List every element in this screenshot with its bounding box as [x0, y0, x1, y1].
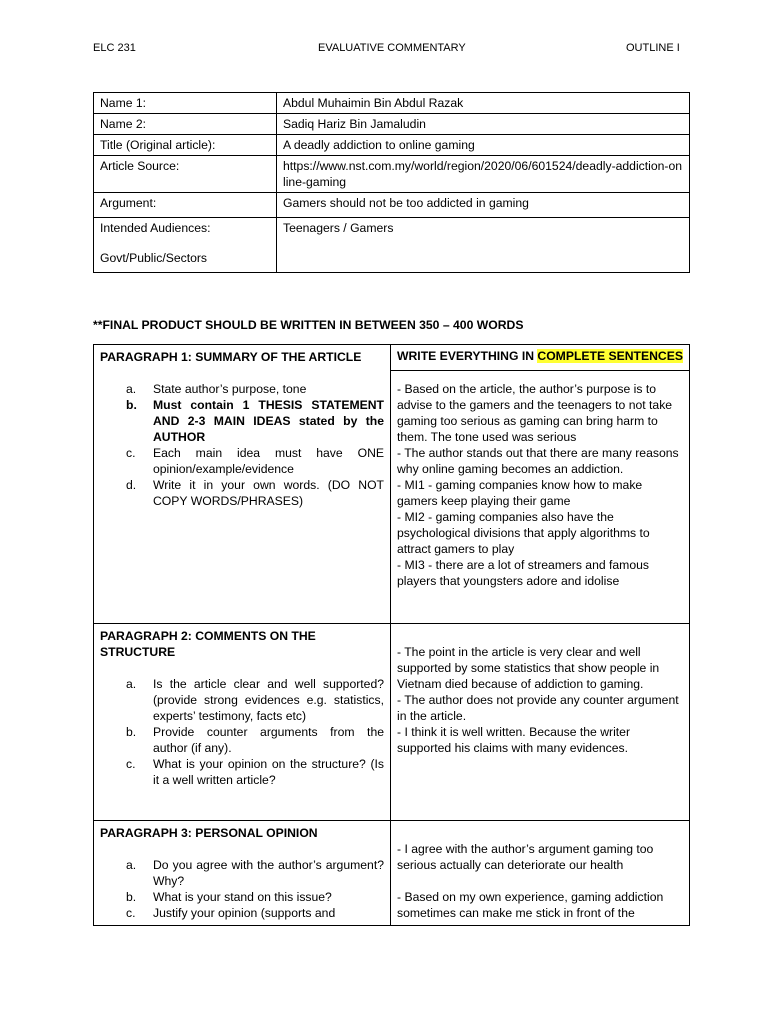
item-marker: b. [126, 890, 137, 904]
item-marker: a. [126, 382, 137, 396]
answer-line: - MI1 - gaming companies know how to make gamers keep playing their game [397, 478, 643, 509]
instruction-cell [94, 624, 391, 821]
list-item [100, 756, 384, 788]
item-text: Write it in your own words. (DO NOT COPY WORDS/PHRASES) [153, 478, 384, 508]
item-marker: b. [126, 725, 137, 739]
paragraph-title: PARAGRAPH 3: PERSONAL OPINION [100, 826, 318, 840]
info-label: Argument: [94, 193, 277, 218]
paragraph-row [94, 624, 690, 821]
outline-table [93, 344, 690, 926]
instruction-cell [94, 821, 391, 926]
answer-line: - Based on the article, the author’s purpose is to advise to the gamers and the teenagers to not take gaming too serious as gaming can bring harm to them. The tone used was serious [397, 382, 673, 445]
answer-cell [391, 371, 690, 624]
item-text: Justify your opinion (supports and [153, 906, 336, 920]
list-item [100, 857, 384, 889]
answer-line: - MI3 - there are a lot of streamers and famous players that youngsters adore and idolise [397, 558, 649, 589]
list-item [100, 445, 384, 477]
info-label-cell [94, 218, 277, 273]
info-row [94, 135, 690, 156]
answer-line: - MI2 - gaming companies also have the psychological divisions that apply algorithms to attract gamers to play [397, 510, 650, 557]
item-marker: a. [126, 858, 137, 872]
info-label: Name 2: [94, 114, 277, 135]
list-item [100, 676, 384, 724]
answer-cell [391, 624, 690, 821]
word-count-note: **FINAL PRODUCT SHOULD BE WRITTEN IN BETWEEN 350 – 400 WORDS [93, 318, 524, 332]
right-column-header [391, 345, 690, 371]
paragraph-title: PARAGRAPH 1: SUMMARY OF THE ARTICLE [100, 350, 362, 364]
info-label: Title (Original article): [94, 135, 277, 156]
item-text: State author’s purpose, tone [153, 382, 307, 396]
info-label: Intended Audiences: [100, 221, 211, 235]
header-outline: OUTLINE I [626, 42, 680, 54]
item-text: Is the article clear and well supported? (provide strong evidences e.g. statistics, experts’ testimony, facts etc) [153, 677, 384, 723]
list-item [100, 724, 384, 756]
info-label: Name 1: [94, 93, 277, 114]
info-row [94, 114, 690, 135]
item-text: What is your opinion on the structure? (Is it a well written article? [153, 757, 384, 787]
item-text: What is your stand on this issue? [153, 890, 332, 904]
instruction-cell [94, 345, 391, 624]
item-text: Each main idea must have ONE opinion/example/evidence [153, 446, 384, 476]
answer-line: - I agree with the author’s argument gaming too serious actually can deteriorate our health [397, 842, 654, 872]
info-label-secondary: Govt/Public/Sectors [100, 251, 208, 265]
item-marker: c. [126, 446, 136, 460]
paragraph-title: PARAGRAPH 2: COMMENTS ON THE STRUCTURE [100, 629, 316, 659]
header-prefix: WRITE EVERYTHING IN [397, 349, 538, 363]
item-text: Must contain 1 THESIS STATEMENT AND 2-3 MAIN IDEAS stated by the AUTHOR [153, 398, 384, 444]
list-item [100, 381, 384, 397]
answer-line: - Based on my own experience, gaming addiction sometimes can make me stick in front of the [397, 890, 664, 920]
answer-cell [391, 821, 690, 926]
info-value: A deadly addiction to online gaming [277, 135, 690, 156]
item-marker: a. [126, 677, 137, 691]
list-item [100, 477, 384, 509]
paragraph-row [94, 821, 690, 926]
list-item [100, 397, 384, 445]
header-course-code: ELC 231 [93, 42, 136, 54]
info-value: Teenagers / Gamers [277, 218, 690, 273]
item-marker: c. [126, 757, 136, 771]
info-row [94, 93, 690, 114]
answer-line: - I think it is well written. Because the writer supported his claims with many evidences. [397, 725, 630, 755]
answer-line: - The author stands out that there are many reasons why online gaming becomes an addiction. [397, 446, 679, 477]
answer-line: - The point in the article is very clear and well supported by some statistics that show people in Vietnam died because of addiction to gaming. [397, 645, 660, 691]
item-marker: b. [126, 398, 137, 412]
info-table [93, 92, 690, 273]
info-label: Article Source: [94, 156, 277, 193]
item-text: Provide counter arguments from the author (if any). [153, 725, 384, 755]
paragraph-row [94, 345, 690, 371]
info-value: Sadiq Hariz Bin Jamaludin [277, 114, 690, 135]
instruction-list [100, 857, 384, 921]
list-item [100, 905, 384, 921]
list-item [100, 889, 384, 905]
answer-line [397, 873, 683, 889]
info-value-link: https://www.nst.com.my/world/region/2020/06/601524/deadly-addiction-online-gaming [277, 156, 690, 193]
info-value: Abdul Muhaimin Bin Abdul Razak [277, 93, 690, 114]
info-row [94, 218, 690, 273]
instruction-list [100, 381, 384, 509]
info-value: Gamers should not be too addicted in gaming [277, 193, 690, 218]
answer-line: - The author does not provide any counter argument in the article. [397, 693, 679, 723]
instruction-list [100, 676, 384, 788]
highlighted-text: COMPLETE SENTENCES [537, 349, 683, 363]
item-text: Do you agree with the author’s argument? Why? [153, 858, 384, 888]
item-marker: d. [126, 478, 137, 492]
item-marker: c. [126, 906, 136, 920]
header-title: EVALUATIVE COMMENTARY [318, 42, 466, 54]
info-row [94, 156, 690, 193]
info-row [94, 193, 690, 218]
